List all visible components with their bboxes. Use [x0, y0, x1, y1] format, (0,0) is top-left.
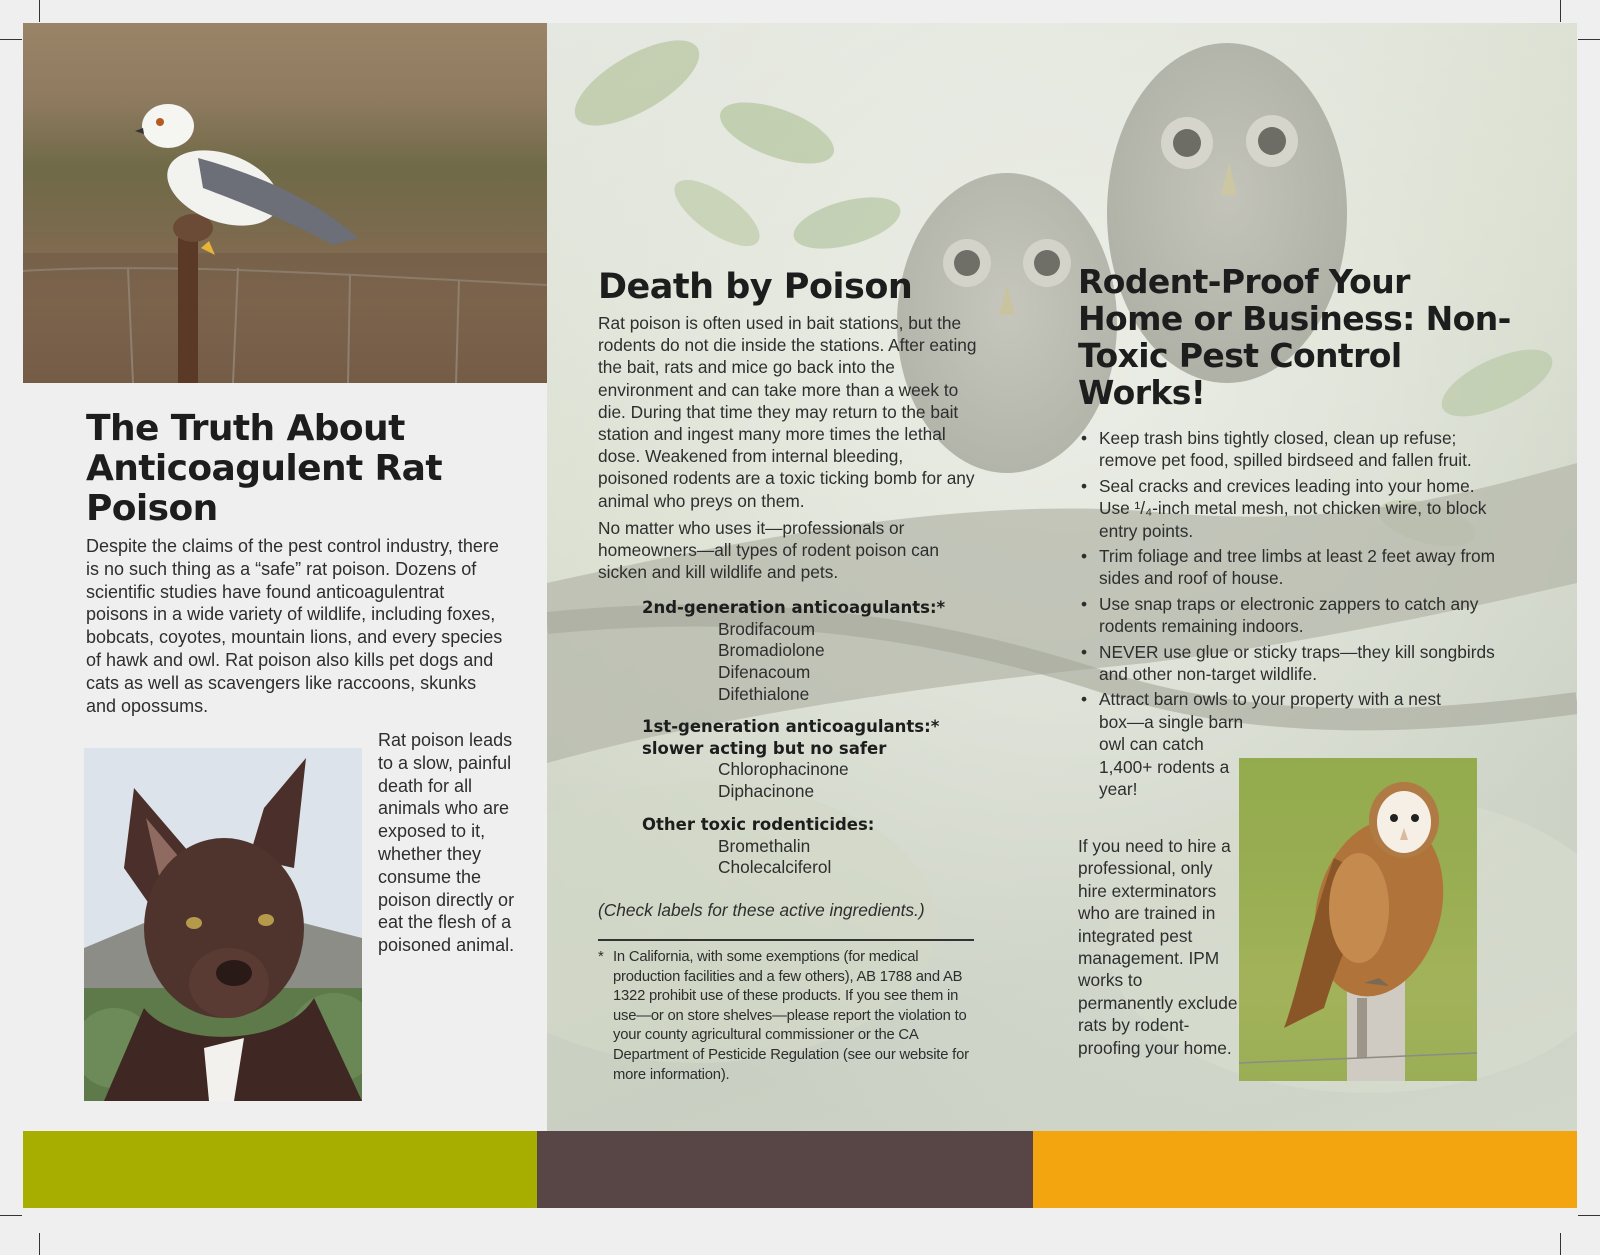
- list-item: [1078, 545, 1498, 590]
- chemical-name: Diphacinone: [718, 780, 815, 801]
- chemical-name: Difenacoum: [718, 662, 811, 683]
- rodent-proof-tips-list: [1078, 427, 1498, 804]
- list-item: [1078, 475, 1498, 542]
- chemical-group-2nd-generation: [642, 597, 945, 706]
- chemical-group-1st-generation: [642, 716, 939, 803]
- crop-mark: [1560, 0, 1561, 22]
- heading-death-by-poison: Death by Poison: [598, 267, 913, 307]
- tip-text: NEVER use glue or sticky traps—they kill songbirds and other non-target wildlife.: [1099, 641, 1495, 685]
- crop-mark: [1560, 1233, 1561, 1255]
- heading-rodent-proof: Rodent-Proof Your Home or Business: Non-Toxic Pest Control Works!: [1078, 262, 1511, 412]
- panel-middle: [598, 23, 998, 1155]
- tip-text: Attract barn owls to your property with a nest: [1099, 689, 1441, 710]
- bullet-icon: •: [1081, 475, 1088, 496]
- chemical-group-subheading: slower acting but no safer: [642, 738, 887, 758]
- footnote-divider: [598, 939, 974, 941]
- hire-professional-paragraph: If you need to hire a professional, only hire exterminators who are trained in integrated pest management. IPM works to permanently exclude rats by rodent-proofing your home.: [1078, 836, 1238, 1058]
- photo-barn-owl: [1239, 758, 1477, 1081]
- tip-text: Use snap traps or electronic zappers to catch any rodents remaining indoors.: [1099, 593, 1479, 637]
- color-bar-orange: [1033, 1131, 1577, 1208]
- heading-truth-about-rat-poison: The Truth About Anticoagulent Rat Poison: [86, 408, 442, 529]
- chemical-name: Cholecalciferol: [718, 857, 832, 878]
- footnote-marker: *: [598, 949, 604, 965]
- chemical-group-other: [642, 814, 874, 879]
- list-item: [1078, 688, 1441, 800]
- list-item: [1078, 427, 1498, 472]
- tip-text: Keep trash bins tightly closed, clean up refuse; remove pet food, spilled birdseed and fallen fruit.: [1099, 428, 1472, 471]
- bullet-icon: •: [1081, 689, 1088, 710]
- chemical-group-heading: 2nd-generation anticoagulants:*: [642, 598, 946, 617]
- check-labels-note: (Check labels for these active ingredients.): [598, 900, 925, 920]
- bait-station-paragraph: Rat poison is often used in bait stations, but the rodents do not die inside the stations. After eating the bait, rats and mice go back into the environment and can take more than a week to die. During that time they may return to the bait station and ingest many more times the lethal dose. Weakened from internal bleeding, poisoned rodents are a toxic ticking bomb for any animal who preys on them.: [598, 313, 977, 511]
- chemical-name: Bromethalin: [718, 835, 811, 856]
- crop-mark: [39, 1233, 40, 1255]
- photo-dog: [84, 748, 362, 1101]
- panel-left: [23, 23, 547, 1155]
- tip-text: Seal cracks and crevices leading into your home. Use ¹/₄-inch metal mesh, not chicken wire, to block entry points.: [1099, 475, 1487, 541]
- list-item: [1078, 593, 1498, 638]
- list-item: [1078, 641, 1498, 686]
- crop-mark: [0, 39, 22, 40]
- crop-mark: [1578, 39, 1600, 40]
- chemical-name: Difethialone: [718, 683, 810, 704]
- chemical-name: Bromadiolone: [718, 640, 825, 661]
- crop-mark: [39, 0, 40, 22]
- chemical-name: Brodifacoum: [718, 618, 816, 639]
- crop-mark: [1578, 1215, 1600, 1216]
- photo-kite: [23, 23, 547, 383]
- california-footnote: In California, with some exemptions (for medical production facilities and a few others), AB 1788 and AB 1322 prohibit use of these products. If you see them in use—or on store shelves—please report the violation to your county agricultural commissioner or the CA Department of Pesticide Regulation (see our website for more information).: [613, 949, 969, 1083]
- color-bar-brown: [537, 1131, 1033, 1208]
- bullet-icon: •: [1081, 546, 1088, 567]
- dog-caption-paragraph: Rat poison leads to a slow, painful death for all animals who are exposed to it, whether they consume the poison directly or eat the flesh of a poisoned animal.: [378, 730, 515, 956]
- crop-mark: [0, 1215, 22, 1216]
- bullet-icon: •: [1081, 641, 1088, 662]
- tip-text: box—a single barn owl can catch 1,400+ rodents a year!: [1099, 711, 1244, 800]
- color-bar-green: [23, 1131, 537, 1208]
- intro-paragraph: Despite the claims of the pest control industry, there is no such thing as a “safe” rat poison. Dozens of scientific studies have found anticoagulentrat poisons in a wide variety of wildlife, including foxes, bobcats, coyotes, mountain lions, and every species of hawk and owl. Rat poison also kills pet dogs and cats as well as scavengers like raccoons, skunks and opossums.: [86, 536, 503, 716]
- brochure-page: [23, 23, 1577, 1232]
- bullet-icon: •: [1081, 428, 1088, 448]
- bullet-icon: •: [1081, 593, 1088, 614]
- tip-text: Trim foliage and tree limbs at least 2 feet away from sides and roof of house.: [1099, 546, 1496, 589]
- who-uses-it-paragraph: No matter who uses it—professionals or homeowners—all types of rodent poison can sicken and kill wildlife and pets.: [598, 518, 940, 583]
- chemical-group-heading: 1st-generation anticoagulants:*: [642, 717, 940, 736]
- chemical-name: Chlorophacinone: [718, 759, 849, 779]
- chemical-group-heading: Other toxic rodenticides:: [642, 815, 875, 834]
